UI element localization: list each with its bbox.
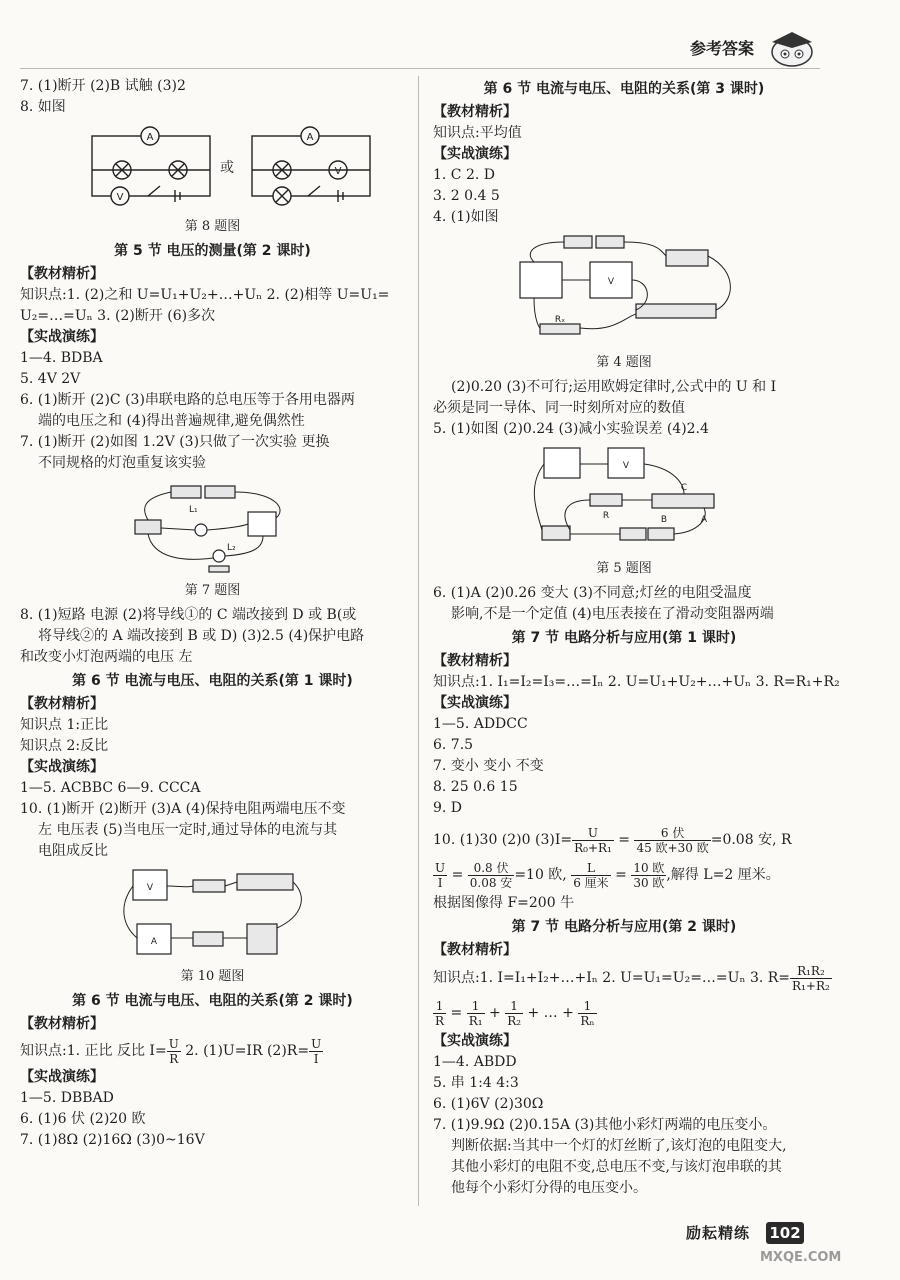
answer-line: 6. (1)断开 (2)C (3)串联电路的总电压等于各用电器两 <box>20 392 355 408</box>
answer-line: 5. 串 1:4 4:3 <box>433 1075 519 1091</box>
section-tag: 【实战演练】 <box>433 146 517 162</box>
svg-text:A: A <box>700 515 708 525</box>
figure-caption: 第 4 题图 <box>596 355 652 370</box>
formula-text: =10 欧, <box>514 867 567 883</box>
figure-4-apparatus <box>504 232 744 348</box>
answer-line: 7. (1)9.9Ω (2)0.15A (3)其他小彩灯两端的电压变小。 <box>433 1117 777 1133</box>
answer-line: 知识点:1. I₁=I₂=I₃=…=Iₙ 2. U=U₁+U₂+…+Uₙ 3. R=R₁+R₂ <box>433 674 840 690</box>
section-tag: 【教材精析】 <box>433 104 517 120</box>
fraction <box>433 861 447 890</box>
fraction <box>578 999 596 1028</box>
section-tag: 【教材精析】 <box>20 266 104 282</box>
svg-text:V: V <box>607 277 615 287</box>
denominator: I <box>437 875 443 890</box>
fraction <box>634 826 710 855</box>
answer-line: 3. 2 0.4 5 <box>433 188 500 204</box>
fraction <box>790 964 832 993</box>
header-title: 参考答案 <box>690 39 755 58</box>
answer-line: 1—5. ACBBC 6—9. CCCA <box>20 780 201 796</box>
denominator: R₁+R₂ <box>792 978 830 993</box>
left-column <box>20 76 405 1151</box>
figure-7-apparatus <box>123 478 303 576</box>
answer-line: 7. (1)断开 (2)B 试触 (3)2 <box>20 78 186 94</box>
answer-line: 知识点:平均值 <box>433 125 522 141</box>
svg-text:C: C <box>680 483 688 493</box>
svg-text:Rₓ: Rₓ <box>554 315 566 325</box>
answer-line: 5. (1)如图 (2)0.24 (3)减小实验误差 (4)2.4 <box>433 421 709 437</box>
answer-line: 端的电压之和 (4)得出普遍规律,避免偶然性 <box>38 413 305 429</box>
numerator: 0.8 伏 <box>468 861 515 876</box>
section-tag: 【实战演练】 <box>433 695 517 711</box>
section-title: 第 7 节 电路分析与应用(第 2 课时) <box>511 919 737 935</box>
svg-text:B: B <box>660 515 668 525</box>
numerator: U <box>435 860 446 875</box>
fraction <box>167 1037 181 1066</box>
svg-text:A: A <box>306 132 314 143</box>
answer-line: 将导线②的 A 端改接到 B 或 D) (3)2.5 (4)保护电路 <box>38 628 365 644</box>
numerator: 1 <box>505 999 523 1014</box>
fraction <box>433 999 446 1028</box>
denominator: I <box>313 1051 319 1066</box>
fraction <box>631 861 666 890</box>
answer-line: 6. 7.5 <box>433 737 474 753</box>
answer-line: 知识点 2:反比 <box>20 738 109 754</box>
section-tag: 【教材精析】 <box>20 696 104 712</box>
watermark-text: MXQE.COM <box>760 1250 842 1265</box>
answer-line: 不同规格的灯泡重复该实验 <box>38 455 206 471</box>
answer-line: 7. 变小 变小 不变 <box>433 758 544 774</box>
answer-line: 其他小彩灯的电阻不变,总电压不变,与该灯泡串联的其 <box>451 1159 782 1175</box>
formula-text: ,解得 L=2 厘米。 <box>666 867 780 883</box>
svg-text:V: V <box>116 192 124 203</box>
denominator: 45 欧+30 欧 <box>636 840 709 855</box>
svg-text:V: V <box>146 883 153 893</box>
section-tag: 【实战演练】 <box>20 1069 104 1085</box>
section-title: 第 5 节 电压的测量(第 2 课时) <box>114 243 311 259</box>
answer-line: 1—5. ADDCC <box>433 716 528 732</box>
answer-line: 9. D <box>433 800 463 816</box>
answer-line: 8. (1)短路 电源 (2)将导线①的 C 端改接到 D 或 B(或 <box>20 607 357 623</box>
figure-caption: 第 10 题图 <box>180 969 245 984</box>
svg-text:V: V <box>334 166 342 177</box>
answer-line: 5. 4V 2V <box>20 371 81 387</box>
or-label: 或 <box>220 160 234 176</box>
answer-line: 6. (1)6 伏 (2)20 欧 <box>20 1111 146 1127</box>
figure-8 <box>20 118 405 214</box>
answer-line: 电阻成反比 <box>38 843 108 859</box>
answer-line: 8. 如图 <box>20 99 66 115</box>
numerator: U <box>572 826 614 841</box>
right-column <box>433 76 840 1199</box>
fraction <box>505 999 523 1028</box>
formula-text: =0.08 安, R <box>710 832 792 848</box>
numerator: 1 <box>467 999 485 1014</box>
answer-line: 左 电压表 (5)当电压一定时,通过导体的电流与其 <box>38 822 338 838</box>
answer-line: 和改变小灯泡两端的电压 左 <box>20 649 193 665</box>
answer-line: 7. (1)8Ω (2)16Ω (3)0~16V <box>20 1132 205 1148</box>
numerator: 1 <box>578 999 596 1014</box>
answer-line: 6. (1)6V (2)30Ω <box>433 1096 544 1112</box>
fraction <box>309 1037 323 1066</box>
numerator: 6 伏 <box>634 826 710 841</box>
answer-line: (2)0.20 (3)不可行;运用欧姆定律时,公式中的 U 和 I <box>451 379 777 395</box>
answer-line: 判断依据:当其中一个灯的灯丝断了,该灯泡的电阻变大, <box>451 1138 787 1154</box>
figure-caption: 第 5 题图 <box>596 561 652 576</box>
formula-line <box>433 961 830 995</box>
circuit-diagram-8 <box>20 118 405 214</box>
numerator: 1 <box>433 999 446 1014</box>
answer-line: 1—4. ABDD <box>433 1054 517 1070</box>
formula-line: 10. (1)30 (2)0 (3)I= $\frac{U}{\text{R₀+R₁}}$ = $\frac{\text{6 伏}}{\text{45 欧+30 欧}}$ =0.08 安, R <box>433 825 792 855</box>
formula-text: 知识点:1. 正比 反比 I= <box>20 1043 167 1059</box>
answer-line: 1. C 2. D <box>433 167 496 183</box>
denominator: R₀+R₁ <box>574 840 612 855</box>
answer-line: 1—4. BDBA <box>20 350 103 366</box>
numerator: 10 欧 <box>633 860 665 875</box>
formula-line: $\frac{U}{I}$ = $\frac{\text{0.8 伏}}{\text{0.08 安}}$ =10 欧, $\frac{L}{\text{6 厘米}}$ = $\frac{\text{10 欧}}{\text{30 欧}}$ ,解得 L=2 厘米。 <box>435 860 780 890</box>
numerator: L <box>571 861 610 876</box>
answer-line: 8. 25 0.6 15 <box>433 779 518 795</box>
answer-line: 根据图像得 F=200 牛 <box>433 895 575 911</box>
section-title: 第 7 节 电路分析与应用(第 1 课时) <box>511 630 737 646</box>
svg-text:R: R <box>602 511 610 521</box>
column-divider <box>418 76 419 1206</box>
formula-text: 2. (1)U=IR (2)R= <box>180 1043 310 1059</box>
section-tag: 【实战演练】 <box>20 759 104 775</box>
numerator: R₁R₂ <box>790 964 832 979</box>
answer-line: 4. (1)如图 <box>433 209 499 225</box>
svg-text:A: A <box>146 132 154 143</box>
formula-text: 知识点:1. I=I₁+I₂+…+Iₙ 2. U=U₁=U₂=…=Uₙ 3. R= <box>433 970 791 986</box>
mascot-icon <box>764 28 820 68</box>
fraction <box>571 861 610 890</box>
denominator: Rₙ <box>580 1013 595 1028</box>
answer-line: 10. (1)断开 (2)断开 (3)A (4)保持电阻两端电压不变 <box>20 801 346 817</box>
answer-line: 影响,不是一个定值 (4)电压表接在了滑动变阻器两端 <box>451 606 774 622</box>
formula-line <box>20 1035 405 1067</box>
answer-line: 必须是同一导体、同一时刻所对应的数值 <box>433 400 685 416</box>
denominator: R₂ <box>507 1013 522 1028</box>
section-title: 第 6 节 电流与电压、电阻的关系(第 2 课时) <box>72 993 353 1009</box>
denominator: R <box>435 1013 445 1028</box>
numerator: U <box>168 1036 179 1051</box>
answer-line: 1—5. DBBAD <box>20 1090 114 1106</box>
svg-text:A: A <box>150 937 157 947</box>
denominator: R <box>169 1051 179 1066</box>
denominator: 6 厘米 <box>573 875 609 890</box>
section-tag: 【实战演练】 <box>20 329 104 345</box>
fraction <box>572 826 614 855</box>
numerator: U <box>311 1036 322 1051</box>
figure-5-apparatus <box>524 444 724 554</box>
figure-caption: 第 8 题图 <box>184 219 241 234</box>
denominator: R₁ <box>468 1013 483 1028</box>
denominator: 0.08 安 <box>469 875 513 890</box>
svg-text:L₂: L₂ <box>226 543 236 553</box>
fraction <box>467 999 485 1028</box>
section-title: 第 6 节 电流与电压、电阻的关系(第 3 课时) <box>483 81 765 97</box>
answer-line: U₂=…=Uₙ 3. (2)断开 (6)多次 <box>20 308 216 324</box>
answer-line: 知识点 1:正比 <box>20 717 109 733</box>
figure-10-apparatus <box>113 866 313 962</box>
formula-text: 10. (1)30 (2)0 (3)I= <box>433 832 573 848</box>
denominator: 30 欧 <box>633 875 665 890</box>
section-tag: 【实战演练】 <box>433 1033 517 1049</box>
svg-text:V: V <box>622 461 630 471</box>
answer-line: 知识点:1. (2)之和 U=U₁+U₂+…+Uₙ 2. (2)相等 U=U₁= <box>20 287 390 303</box>
figure-caption: 第 7 题图 <box>184 583 241 598</box>
section-tag: 【教材精析】 <box>433 653 517 669</box>
section-tag: 【教材精析】 <box>20 1016 104 1032</box>
answer-line: 他每个小彩灯分得的电压变小。 <box>451 1180 647 1196</box>
section-tag: 【教材精析】 <box>433 942 517 958</box>
svg-text:L₁: L₁ <box>188 505 198 515</box>
answer-line: 6. (1)A (2)0.26 变大 (3)不同意;灯丝的电阻受温度 <box>433 585 752 601</box>
header-rule <box>20 68 820 69</box>
section-title: 第 6 节 电流与电压、电阻的关系(第 1 课时) <box>72 673 353 689</box>
page-number: 102 <box>766 1222 804 1244</box>
answer-line: 7. (1)断开 (2)如图 1.2V (3)只做了一次实验 更换 <box>20 434 330 450</box>
fraction <box>468 861 515 890</box>
brand-logo: 励耘精练 <box>686 1224 751 1242</box>
formula-line: $\frac{1}{R}$ = $\frac{1}{\text{R₁}}$ + $\frac{1}{\text{R₂}}$ + … + $\frac{1}{\text{Rₙ}}$ <box>435 998 595 1028</box>
